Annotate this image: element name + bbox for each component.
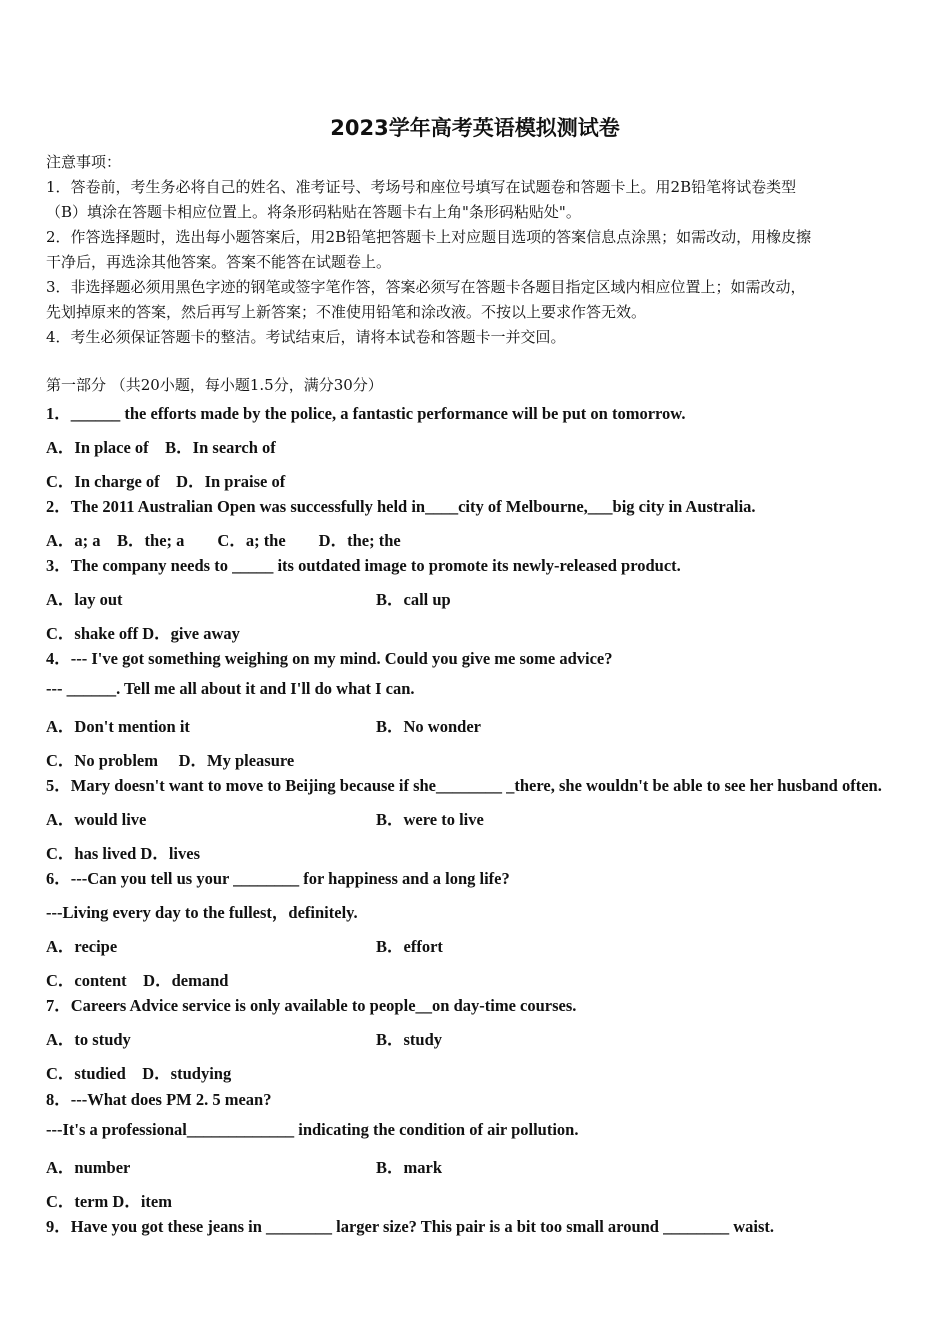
q1-options-ab: A．In place of B．In search of [46,438,276,457]
question-4: 4．--- I've got something weighing on my mind. Could you give me some advice? [46,649,613,668]
q4-options-cd: C．No problem D．My pleasure [46,751,295,770]
q4-option-a: A．Don't mention it [46,717,190,736]
section-heading: 第一部分 （共20小题，每小题1.5分，满分30分） [46,376,383,394]
q8-options-cd: C．term D．item [46,1192,172,1211]
q3-options-cd: C．shake off D．give away [46,624,240,643]
question-8-reply: ---It's a professional_____________ indicating the condition of air pollution. [46,1120,579,1139]
notes-line: 1．答卷前，考生务必将自己的姓名、准考证号、考场号和座位号填写在试题卷和答题卡上。用2B铅笔将试卷类型 [46,178,797,196]
q4-option-b: B．No wonder [376,717,481,736]
question-4-reply: --- ______. Tell me all about it and I'll do what I can. [46,679,415,698]
notes-line: （B）填涂在答题卡相应位置上。将条形码粘贴在答题卡右上角"条形码粘贴处"。 [46,203,581,221]
question-2: 2．The 2011 Australian Open was successfully held in____city of Melbourne,___big city in Australia. [46,497,756,516]
q6-options-cd: C．content D．demand [46,971,229,990]
q3-option-b: B．call up [376,590,451,609]
notes-line: 先划掉原来的答案，然后再写上新答案；不准使用铅笔和涂改液。不按以上要求作答无效。 [46,303,647,321]
notes-block [46,150,906,350]
q3-option-a: A．lay out [46,590,123,609]
q8-option-b: B．mark [376,1158,442,1177]
q7-option-b: B．study [376,1030,443,1049]
q5-option-a: A．would live [46,810,147,829]
page-title: 2023学年高考英语模拟测试卷 [330,116,620,140]
q1-options-cd: C．In charge of D．In praise of [46,472,286,491]
question-3: 3．The company needs to _____ its outdated image to promote its newly-released product. [46,556,681,575]
notes-line: 4．考生必须保证答题卡的整洁。考试结束后，请将本试卷和答题卡一并交回。 [46,328,566,346]
question-1: 1．______ the efforts made by the police, a fantastic performance will be put on tomorrow. [46,404,686,423]
q7-options-cd: C．studied D．studying [46,1064,232,1083]
q5-option-b: B．were to live [376,810,484,829]
q2-options: A．a; a B．the; a C．a; the D．the; the [46,531,401,550]
q6-option-a: A．recipe [46,937,118,956]
question-6: 6．---Can you tell us your ________ for happiness and a long life? [46,869,510,888]
question-8: 8．---What does PM 2. 5 mean? [46,1090,272,1109]
notes-line: 2．作答选择题时，选出每小题答案后，用2B铅笔把答题卡上对应题目选项的答案信息点涂黑；如需改动，用橡皮擦 [46,228,812,246]
q5-options-cd: C．has lived D．lives [46,844,201,863]
notes-line: 3．非选择题必须用黑色字迹的钢笔或签字笔作答，答案必须写在答题卡各题目指定区域内相应位置上；如需改动， [46,278,806,296]
q8-option-a: A．number [46,1158,131,1177]
notes-heading: 注意事项： [46,153,122,171]
q7-option-a: A．to study [46,1030,131,1049]
question-6-reply: ---Living every day to the fullest，definitely. [46,903,358,922]
question-7: 7．Careers Advice service is only available to people__on day-time courses. [46,996,577,1015]
question-5: 5．Mary doesn't want to move to Beijing because if she________ _there, she wouldn't be able to see her husband often. [46,776,882,795]
notes-line: 干净后，再选涂其他答案。答案不能答在试题卷上。 [46,253,392,271]
q6-option-b: B．effort [376,937,443,956]
question-9: 9．Have you got these jeans in ________ larger size? This pair is a bit too small around ________ waist. [46,1217,775,1236]
